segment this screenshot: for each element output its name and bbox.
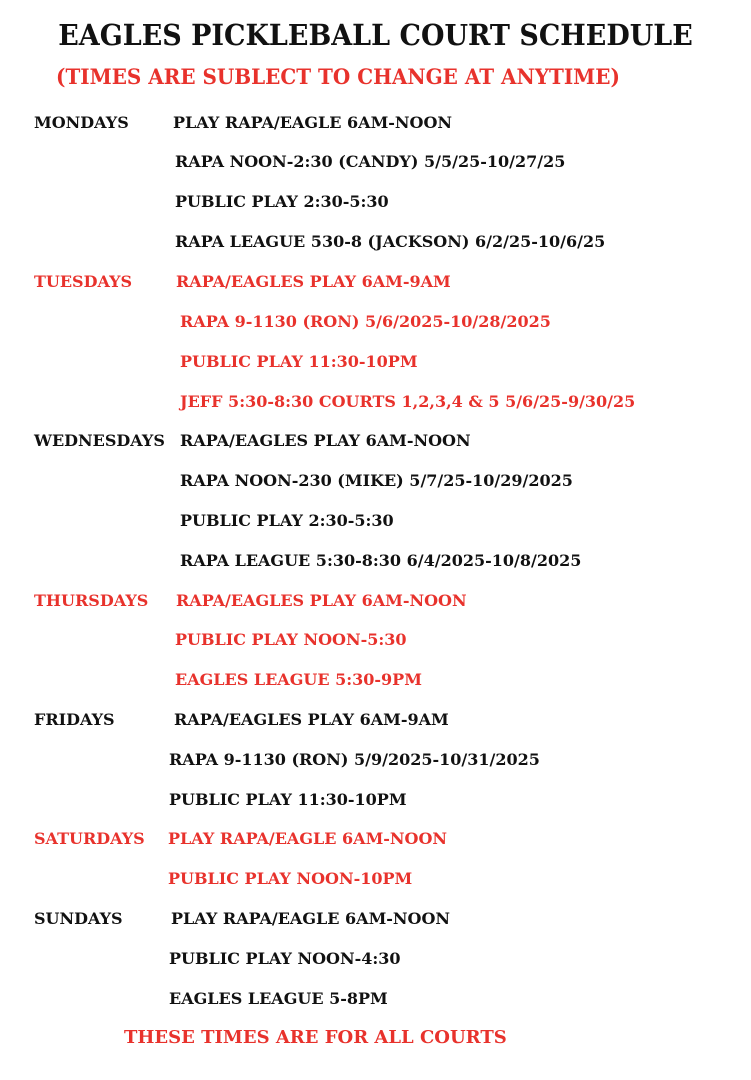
schedule-line: RAPA LEAGUE 530-8 (JACKSON) 6/2/25-10/6/25 [175,232,606,251]
schedule-line: RAPA NOON-230 (MIKE) 5/7/25-10/29/2025 [180,471,573,490]
schedule-line: RAPA/EAGLES PLAY 6AM-9AM [176,272,451,291]
day-label-thursday: THURSDAYS [34,591,149,610]
schedule-line: PUBLIC PLAY NOON-5:30 [175,630,407,649]
schedule-line: PUBLIC PLAY 2:30-5:30 [180,511,394,530]
day-label-tuesday: TUESDAYS [34,272,133,291]
schedule-line: PUBLIC PLAY 2:30-5:30 [175,192,389,211]
schedule-line: EAGLES LEAGUE 5:30-9PM [175,670,422,689]
schedule-line: PUBLIC PLAY 11:30-10PM [180,352,418,371]
schedule-title: EAGLES PICKLEBALL COURT SCHEDULE [58,18,693,52]
schedule-line: RAPA NOON-2:30 (CANDY) 5/5/25-10/27/25 [175,152,566,171]
schedule-line: RAPA/EAGLES PLAY 6AM-9AM [174,710,449,729]
schedule-line: JEFF 5:30-8:30 COURTS 1,2,3,4 & 5 5/6/25-9/30/25 [180,392,636,411]
day-label-monday: MONDAYS [34,113,129,132]
schedule-line: PLAY RAPA/EAGLE 6AM-NOON [168,829,448,848]
schedule-line: RAPA/EAGLES PLAY 6AM-NOON [176,591,467,610]
schedule-line: RAPA LEAGUE 5:30-8:30 6/4/2025-10/8/2025 [180,551,582,570]
schedule-line: EAGLES LEAGUE 5-8PM [169,989,388,1008]
schedule-line: PLAY RAPA/EAGLE 6AM-NOON [173,113,453,132]
day-label-sunday: SUNDAYS [34,909,123,928]
schedule-line: RAPA 9-1130 (RON) 5/6/2025-10/28/2025 [180,312,551,331]
day-label-saturday: SATURDAYS [34,829,145,848]
day-label-friday: FRIDAYS [34,710,115,729]
schedule-line: PUBLIC PLAY NOON-4:30 [169,949,401,968]
footer-note: THESE TIMES ARE FOR ALL COURTS [124,1027,507,1048]
schedule-line: RAPA/EAGLES PLAY 6AM-NOON [180,431,471,450]
schedule-line: PUBLIC PLAY NOON-10PM [168,869,413,888]
schedule-line: PUBLIC PLAY 11:30-10PM [169,790,407,809]
schedule-line: PLAY RAPA/EAGLE 6AM-NOON [171,909,451,928]
schedule-line: RAPA 9-1130 (RON) 5/9/2025-10/31/2025 [169,750,540,769]
schedule-subtitle: (TIMES ARE SUBLECT TO CHANGE AT ANYTIME) [56,64,620,89]
day-label-wednesday: WEDNESDAYS [34,431,165,450]
